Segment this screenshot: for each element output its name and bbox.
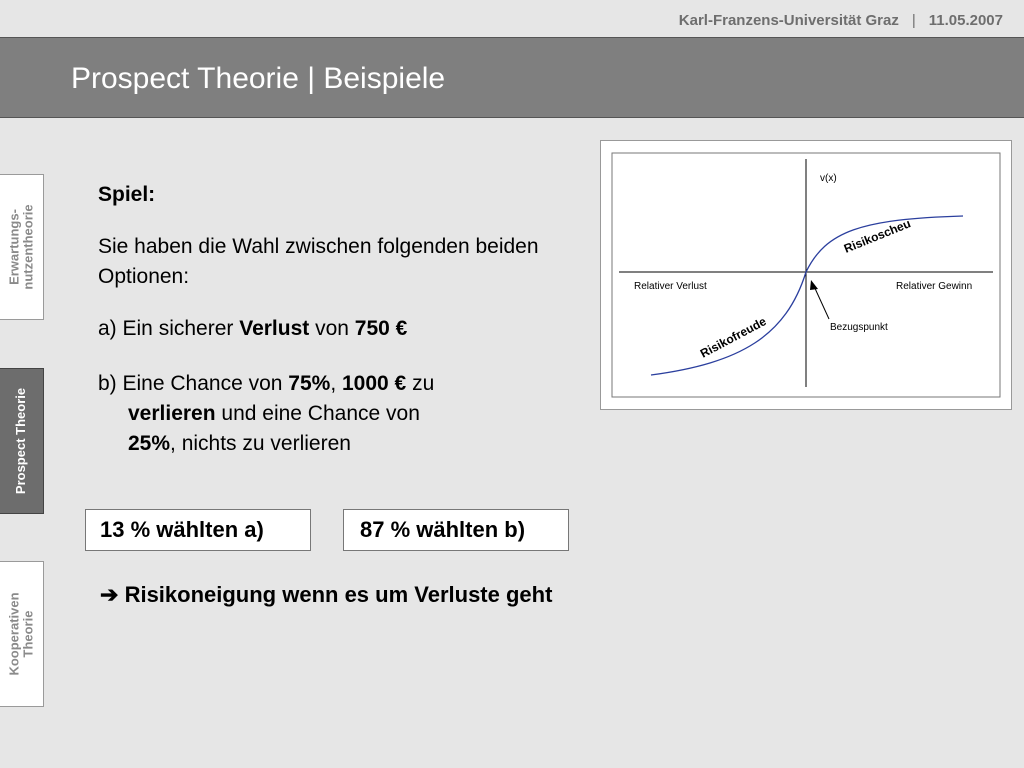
option-b-mid2: und eine Chance von (215, 402, 420, 425)
option-a-prefix: a) Ein sicherer (98, 317, 240, 340)
result-a-text: 13 % wählten a) (100, 517, 264, 542)
header-separator: | (911, 12, 916, 29)
option-a-loss: Verlust (239, 317, 310, 340)
sidebar-tab-label-line2: nutzentheorie (20, 204, 36, 290)
option-b (98, 369, 578, 459)
option-b-prefix: b) Eine Chance von (98, 372, 289, 395)
option-b-probability-2: 25% (128, 432, 171, 455)
x-axis-positive-label: Relativer Gewinn (896, 281, 973, 292)
option-b-amount: 1000 € (342, 372, 407, 395)
presentation-date: 11.05.2007 (928, 12, 1003, 29)
sidebar-tab-kooperativen-theorie[interactable] (0, 561, 44, 707)
reference-point-label: Bezugspunkt (830, 322, 888, 333)
lower-curve-label: Risikofreude (697, 314, 769, 361)
sidebar-tab-label-line2: Theorie (20, 610, 36, 658)
option-b-verb: verlieren (128, 402, 216, 425)
sidebar-tab-label-line1: Kooperativen (6, 592, 22, 676)
option-a-amount: 750 € (354, 317, 408, 340)
option-b-mid1: zu (406, 372, 435, 395)
header-bar (0, 0, 1024, 38)
title-bar (0, 38, 1024, 118)
value-function-figure (600, 140, 1012, 410)
result-b-text: 87 % wählten b) (360, 517, 526, 542)
slide-content (98, 180, 578, 459)
page-title: Prospect Theorie | Beispiele (71, 62, 446, 95)
content-intro: Sie haben die Wahl zwischen folgenden beiden Optionen: (98, 235, 539, 288)
option-a (98, 314, 578, 344)
sidebar-tab-label: Prospect Theorie (13, 387, 29, 495)
option-b-probability: 75% (288, 372, 331, 395)
sidebar-tab-erwartungsnutzentheorie[interactable] (0, 174, 44, 320)
arrow-right-icon: ➔ (100, 582, 119, 607)
result-box-a (85, 509, 311, 551)
value-function-diagram (601, 141, 1013, 411)
y-axis-label: v(x) (820, 173, 837, 184)
sidebar-tab-prospect-theorie[interactable] (0, 368, 44, 514)
header-meta (679, 12, 1003, 29)
upper-curve-label: Risikoscheu (841, 216, 913, 256)
sidebar-tab-label (8, 204, 36, 289)
content-heading: Spiel: (98, 183, 156, 206)
conclusion-text: Risikoneigung wenn es um Verluste geht (124, 582, 553, 607)
option-b-comma: , (330, 372, 342, 395)
option-a-mid: von (309, 317, 355, 340)
sidebar-tab-label-line1: Erwartungs- (6, 209, 22, 285)
institution-name: Karl-Franzens-Universität Graz (678, 12, 899, 29)
result-box-b (343, 509, 569, 551)
x-axis-negative-label: Relativer Verlust (634, 281, 707, 292)
option-b-suffix: , nichts zu verlieren (170, 432, 351, 455)
sidebar-tab-label (8, 592, 36, 675)
conclusion (100, 582, 552, 608)
